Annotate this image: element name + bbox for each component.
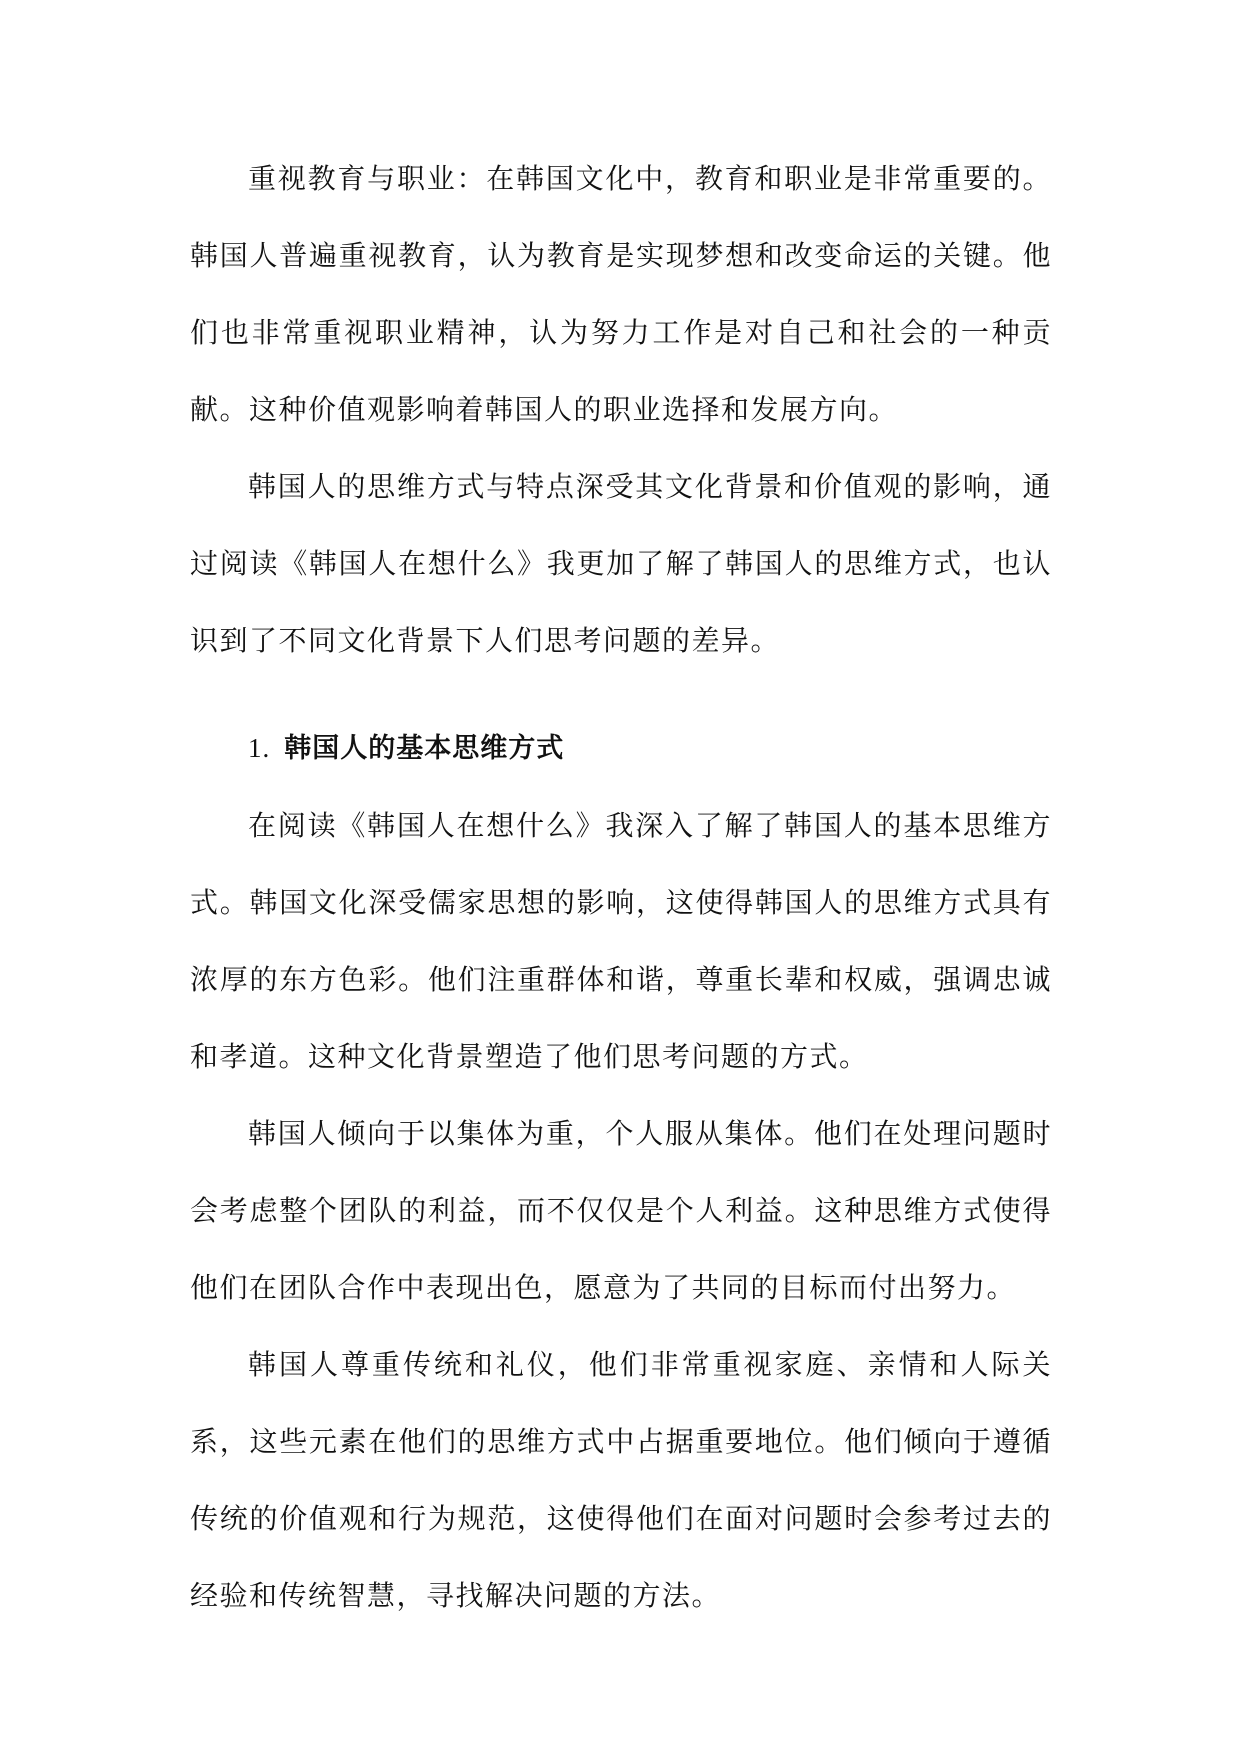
document-body	[190, 140, 1052, 1634]
paragraph-thinking-summary: 韩国人的思维方式与特点深受其文化背景和价值观的影响，通过阅读《韩国人在想什么》我更加了解了韩国人的思维方式，也认识到了不同文化背景下人们思考问题的差异。	[190, 470, 1052, 657]
paragraph-tradition-etiquette: 韩国人尊重传统和礼仪，他们非常重视家庭、亲情和人际关系，这些元素在他们的思维方式中占据重要地位。他们倾向于遵循传统的价值观和行为规范，这使得他们在面对问题时会参考过去的经验和传统智慧，寻找解决问题的方法。	[190, 1348, 1052, 1612]
section-title: 韩国人的基本思维方式	[284, 733, 565, 764]
paragraph-confucian-influence: 在阅读《韩国人在想什么》我深入了解了韩国人的基本思维方式。韩国文化深受儒家思想的影响，这使得韩国人的思维方式具有浓厚的东方色彩。他们注重群体和谐，尊重长辈和权威，强调忠诚和孝道。这种文化背景塑造了他们思考问题的方式。	[190, 809, 1052, 1073]
section-number: 1.	[248, 733, 271, 763]
paragraph-education-career: 重视教育与职业：在韩国文化中，教育和职业是非常重要的。韩国人普遍重视教育，认为教育是实现梦想和改变命运的关键。他们也非常重视职业精神，认为努力工作是对自己和社会的一种贡献。这种价值观影响着韩国人的职业选择和发展方向。	[190, 162, 1052, 426]
section-heading	[190, 710, 1052, 787]
paragraph-collectivism: 韩国人倾向于以集体为重，个人服从集体。他们在处理问题时会考虑整个团队的利益，而不仅仅是个人利益。这种思维方式使得他们在团队合作中表现出色，愿意为了共同的目标而付出努力。	[190, 1117, 1052, 1304]
